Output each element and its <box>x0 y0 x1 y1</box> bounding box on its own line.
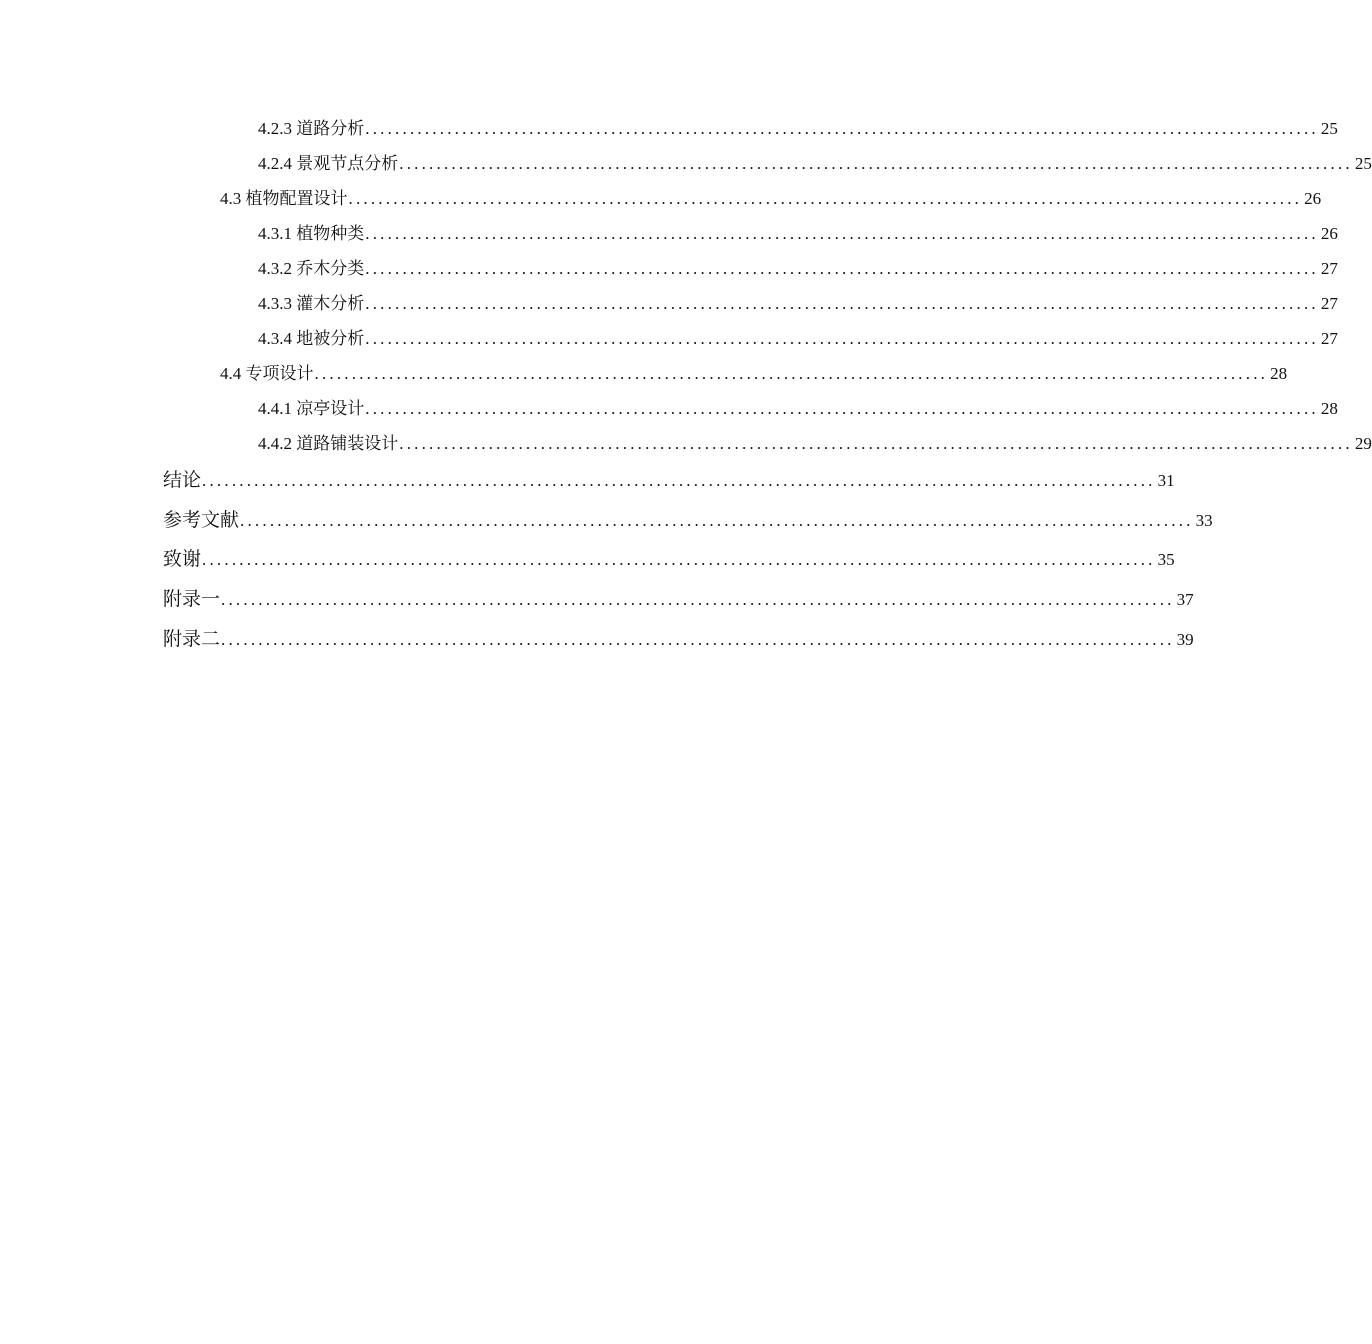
dot-leader: ................................................................................................................................ <box>314 364 1269 383</box>
toc-entry-page: 37 <box>1176 590 1194 609</box>
dot-leader: ................................................................................................................................ <box>221 590 1175 609</box>
toc-entry-4-4-1[interactable] <box>258 394 1338 419</box>
toc-entry-label: 4.2.3 道路分析 <box>258 119 365 138</box>
toc-entry-page: 27 <box>1320 294 1338 313</box>
toc-entry-label: 4.3.1 植物种类 <box>258 224 365 243</box>
toc-entry-label: 4.3.2 乔木分类 <box>258 259 365 278</box>
toc-entry-4-3[interactable] <box>220 184 1322 209</box>
toc-entry-appendix-2[interactable] <box>163 624 1194 651</box>
toc-entry-4-3-3[interactable] <box>258 289 1338 314</box>
dot-leader: ................................................................................................................................ <box>221 630 1175 649</box>
toc-entry-label: 4.3 植物配置设计 <box>220 189 348 208</box>
dot-leader: ................................................................................................................................ <box>365 329 1319 348</box>
toc-entry-page: 27 <box>1320 329 1338 348</box>
dot-leader: ................................................................................................................................ <box>365 259 1319 278</box>
toc-entry-page: 26 <box>1320 224 1338 243</box>
toc-entry-4-2-4[interactable] <box>258 149 1372 174</box>
toc-entry-page: 35 <box>1157 550 1175 569</box>
toc-entry-page: 27 <box>1320 259 1338 278</box>
toc-entry-page: 29 <box>1354 434 1372 453</box>
dot-leader: ................................................................................................................................ <box>348 189 1303 208</box>
toc-entry-label: 4.4.1 凉亭设计 <box>258 399 365 418</box>
toc-entry-4-3-2[interactable] <box>258 254 1338 279</box>
toc-entry-label: 4.2.4 景观节点分析 <box>258 154 399 173</box>
toc-entry-references[interactable] <box>163 505 1213 532</box>
toc-entry-appendix-1[interactable] <box>163 584 1194 611</box>
dot-leader: ................................................................................................................................ <box>365 294 1319 313</box>
toc-entry-label: 附录一 <box>163 588 221 610</box>
toc-entry-label: 4.4.2 道路铺装设计 <box>258 434 399 453</box>
toc-entry-label: 附录二 <box>163 628 221 650</box>
toc-entry-label: 4.3.4 地被分析 <box>258 329 365 348</box>
dot-leader: ................................................................................................................................ <box>365 119 1319 138</box>
dot-leader: ................................................................................................................................ <box>399 154 1353 173</box>
toc-entry-page: 31 <box>1157 471 1175 490</box>
toc-entry-page: 39 <box>1176 630 1194 649</box>
toc-entry-page: 33 <box>1195 511 1213 530</box>
toc-entry-conclusion[interactable] <box>163 465 1175 492</box>
dot-leader: ................................................................................................................................ <box>202 550 1156 569</box>
toc-entry-label: 结论 <box>163 469 202 491</box>
toc-entry-page: 28 <box>1270 364 1288 383</box>
toc-entry-page: 26 <box>1304 189 1322 208</box>
toc-entry-page: 25 <box>1320 119 1338 138</box>
toc-entry-4-3-1[interactable] <box>258 219 1338 244</box>
toc-entry-label: 致谢 <box>163 548 202 570</box>
toc-entry-4-4-2[interactable] <box>258 429 1372 454</box>
dot-leader: ................................................................................................................................ <box>365 399 1319 418</box>
toc-entry-acknowledgements[interactable] <box>163 544 1175 571</box>
toc-entry-page: 25 <box>1354 154 1372 173</box>
toc-entry-label: 4.4 专项设计 <box>220 364 314 383</box>
toc-entry-label: 参考文献 <box>163 509 240 531</box>
dot-leader: ................................................................................................................................ <box>399 434 1353 453</box>
toc-entry-4-2-3[interactable] <box>258 114 1338 139</box>
toc-entry-label: 4.3.3 灌木分析 <box>258 294 365 313</box>
dot-leader: ................................................................................................................................ <box>202 471 1156 490</box>
toc-entry-4-4[interactable] <box>220 359 1288 384</box>
dot-leader: ................................................................................................................................ <box>240 511 1194 530</box>
toc-entry-page: 28 <box>1320 399 1338 418</box>
dot-leader: ................................................................................................................................ <box>365 224 1319 243</box>
toc-entry-4-3-4[interactable] <box>258 324 1338 349</box>
